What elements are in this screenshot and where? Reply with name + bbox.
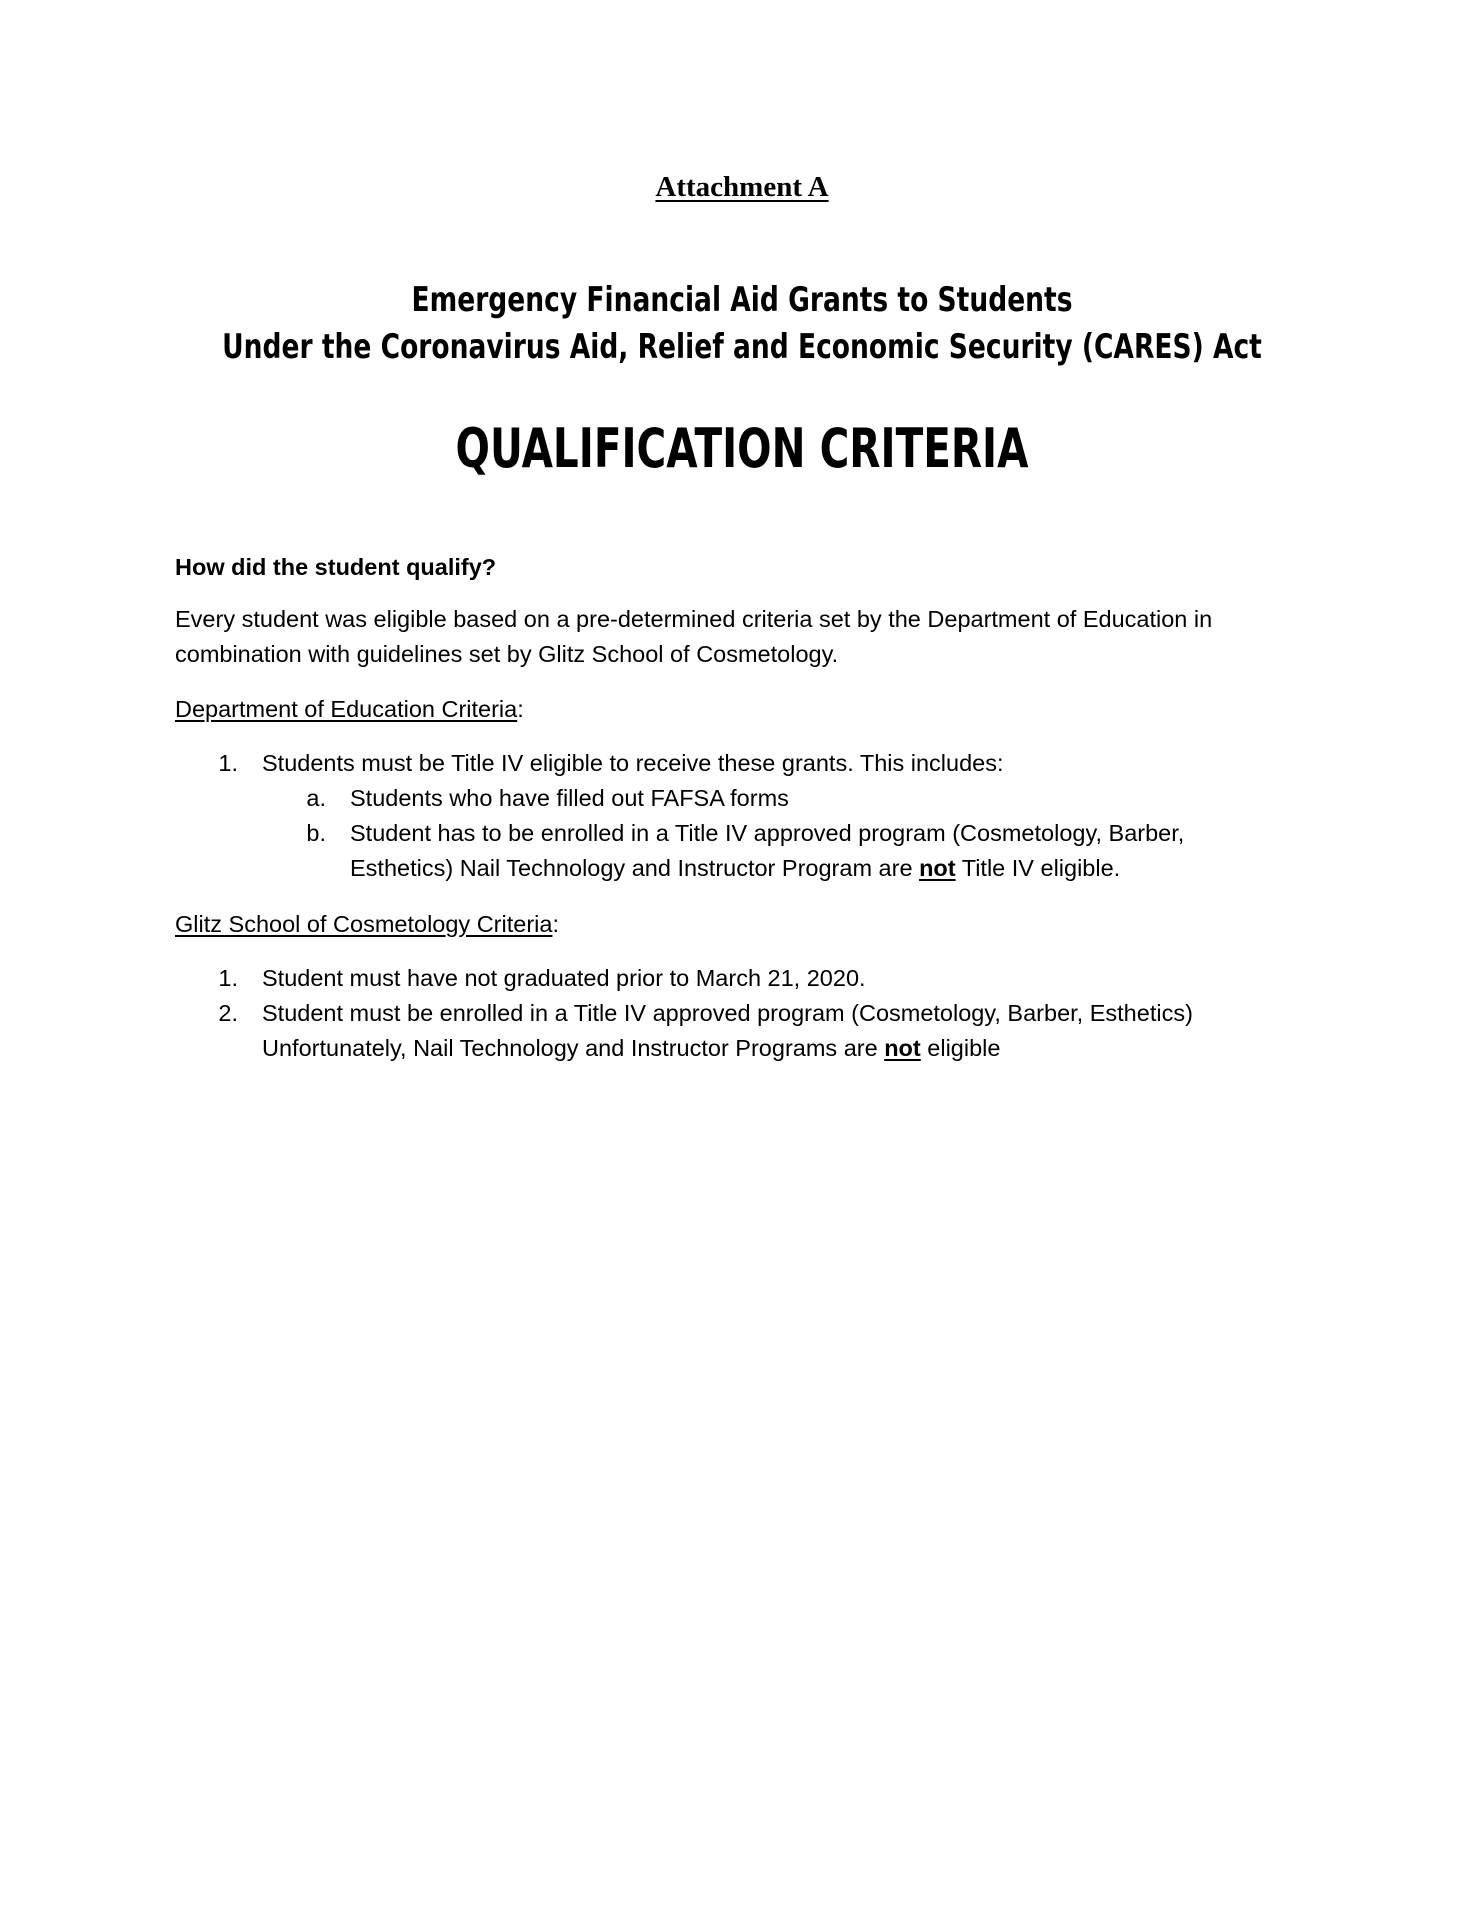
emphasis-not: not bbox=[884, 1035, 921, 1061]
text-segment: Title IV eligible. bbox=[955, 855, 1121, 881]
doe-section-heading bbox=[175, 692, 524, 727]
intro-paragraph bbox=[175, 602, 1212, 672]
doe-heading-text: Department of Education Criteria bbox=[175, 696, 518, 722]
intro-line-1: Every student was eligible based on a pre-determined criteria set by the Department of Education in bbox=[175, 606, 1213, 632]
list-item-text: Students must be Title IV eligible to receive these grants. This includes: bbox=[262, 750, 1004, 776]
list-marker: 1. bbox=[218, 750, 238, 776]
glitz-heading-text: Glitz School of Cosmetology Criteria bbox=[175, 911, 553, 937]
attachment-label: Attachment A bbox=[655, 171, 829, 203]
list-marker: b. bbox=[306, 820, 326, 846]
list-item-text-line-2 bbox=[350, 851, 1120, 886]
heading-line-2: Under the Coronavirus Aid, Relief and Economic Security (CARES) Act bbox=[222, 327, 1262, 367]
intro-line-2: combination with guidelines set by Glitz School of Cosmetology. bbox=[175, 641, 839, 667]
list-item-text-line-2 bbox=[262, 1031, 1000, 1066]
glitz-section-heading bbox=[175, 907, 559, 942]
text-segment: eligible bbox=[920, 1035, 1001, 1061]
text-segment: Esthetics) Nail Technology and Instructor Program are bbox=[350, 855, 920, 881]
glitz-heading-colon: : bbox=[552, 911, 559, 937]
list-marker: a. bbox=[306, 785, 326, 811]
list-marker: 1. bbox=[218, 965, 238, 991]
text-segment: Unfortunately, Nail Technology and Instructor Programs are bbox=[262, 1035, 885, 1061]
list-item-text-line-1: Student must be enrolled in a Title IV approved program (Cosmetology, Barber, Esthetics) bbox=[262, 1000, 1193, 1026]
list-item-text: Students who have filled out FAFSA forms bbox=[350, 785, 789, 811]
list-marker: 2. bbox=[218, 1000, 238, 1026]
emphasis-not: not bbox=[919, 855, 956, 881]
question-heading: How did the student qualify? bbox=[175, 554, 497, 580]
main-title: QUALIFICATION CRITERIA bbox=[455, 417, 1029, 480]
heading-line-1: Emergency Financial Aid Grants to Students bbox=[411, 280, 1073, 320]
list-item-text: Student must have not graduated prior to March 21, 2020. bbox=[262, 965, 866, 991]
list-item-text-line-1: Student has to be enrolled in a Title IV approved program (Cosmetology, Barber, bbox=[350, 820, 1185, 846]
doe-heading-colon: : bbox=[517, 696, 524, 722]
